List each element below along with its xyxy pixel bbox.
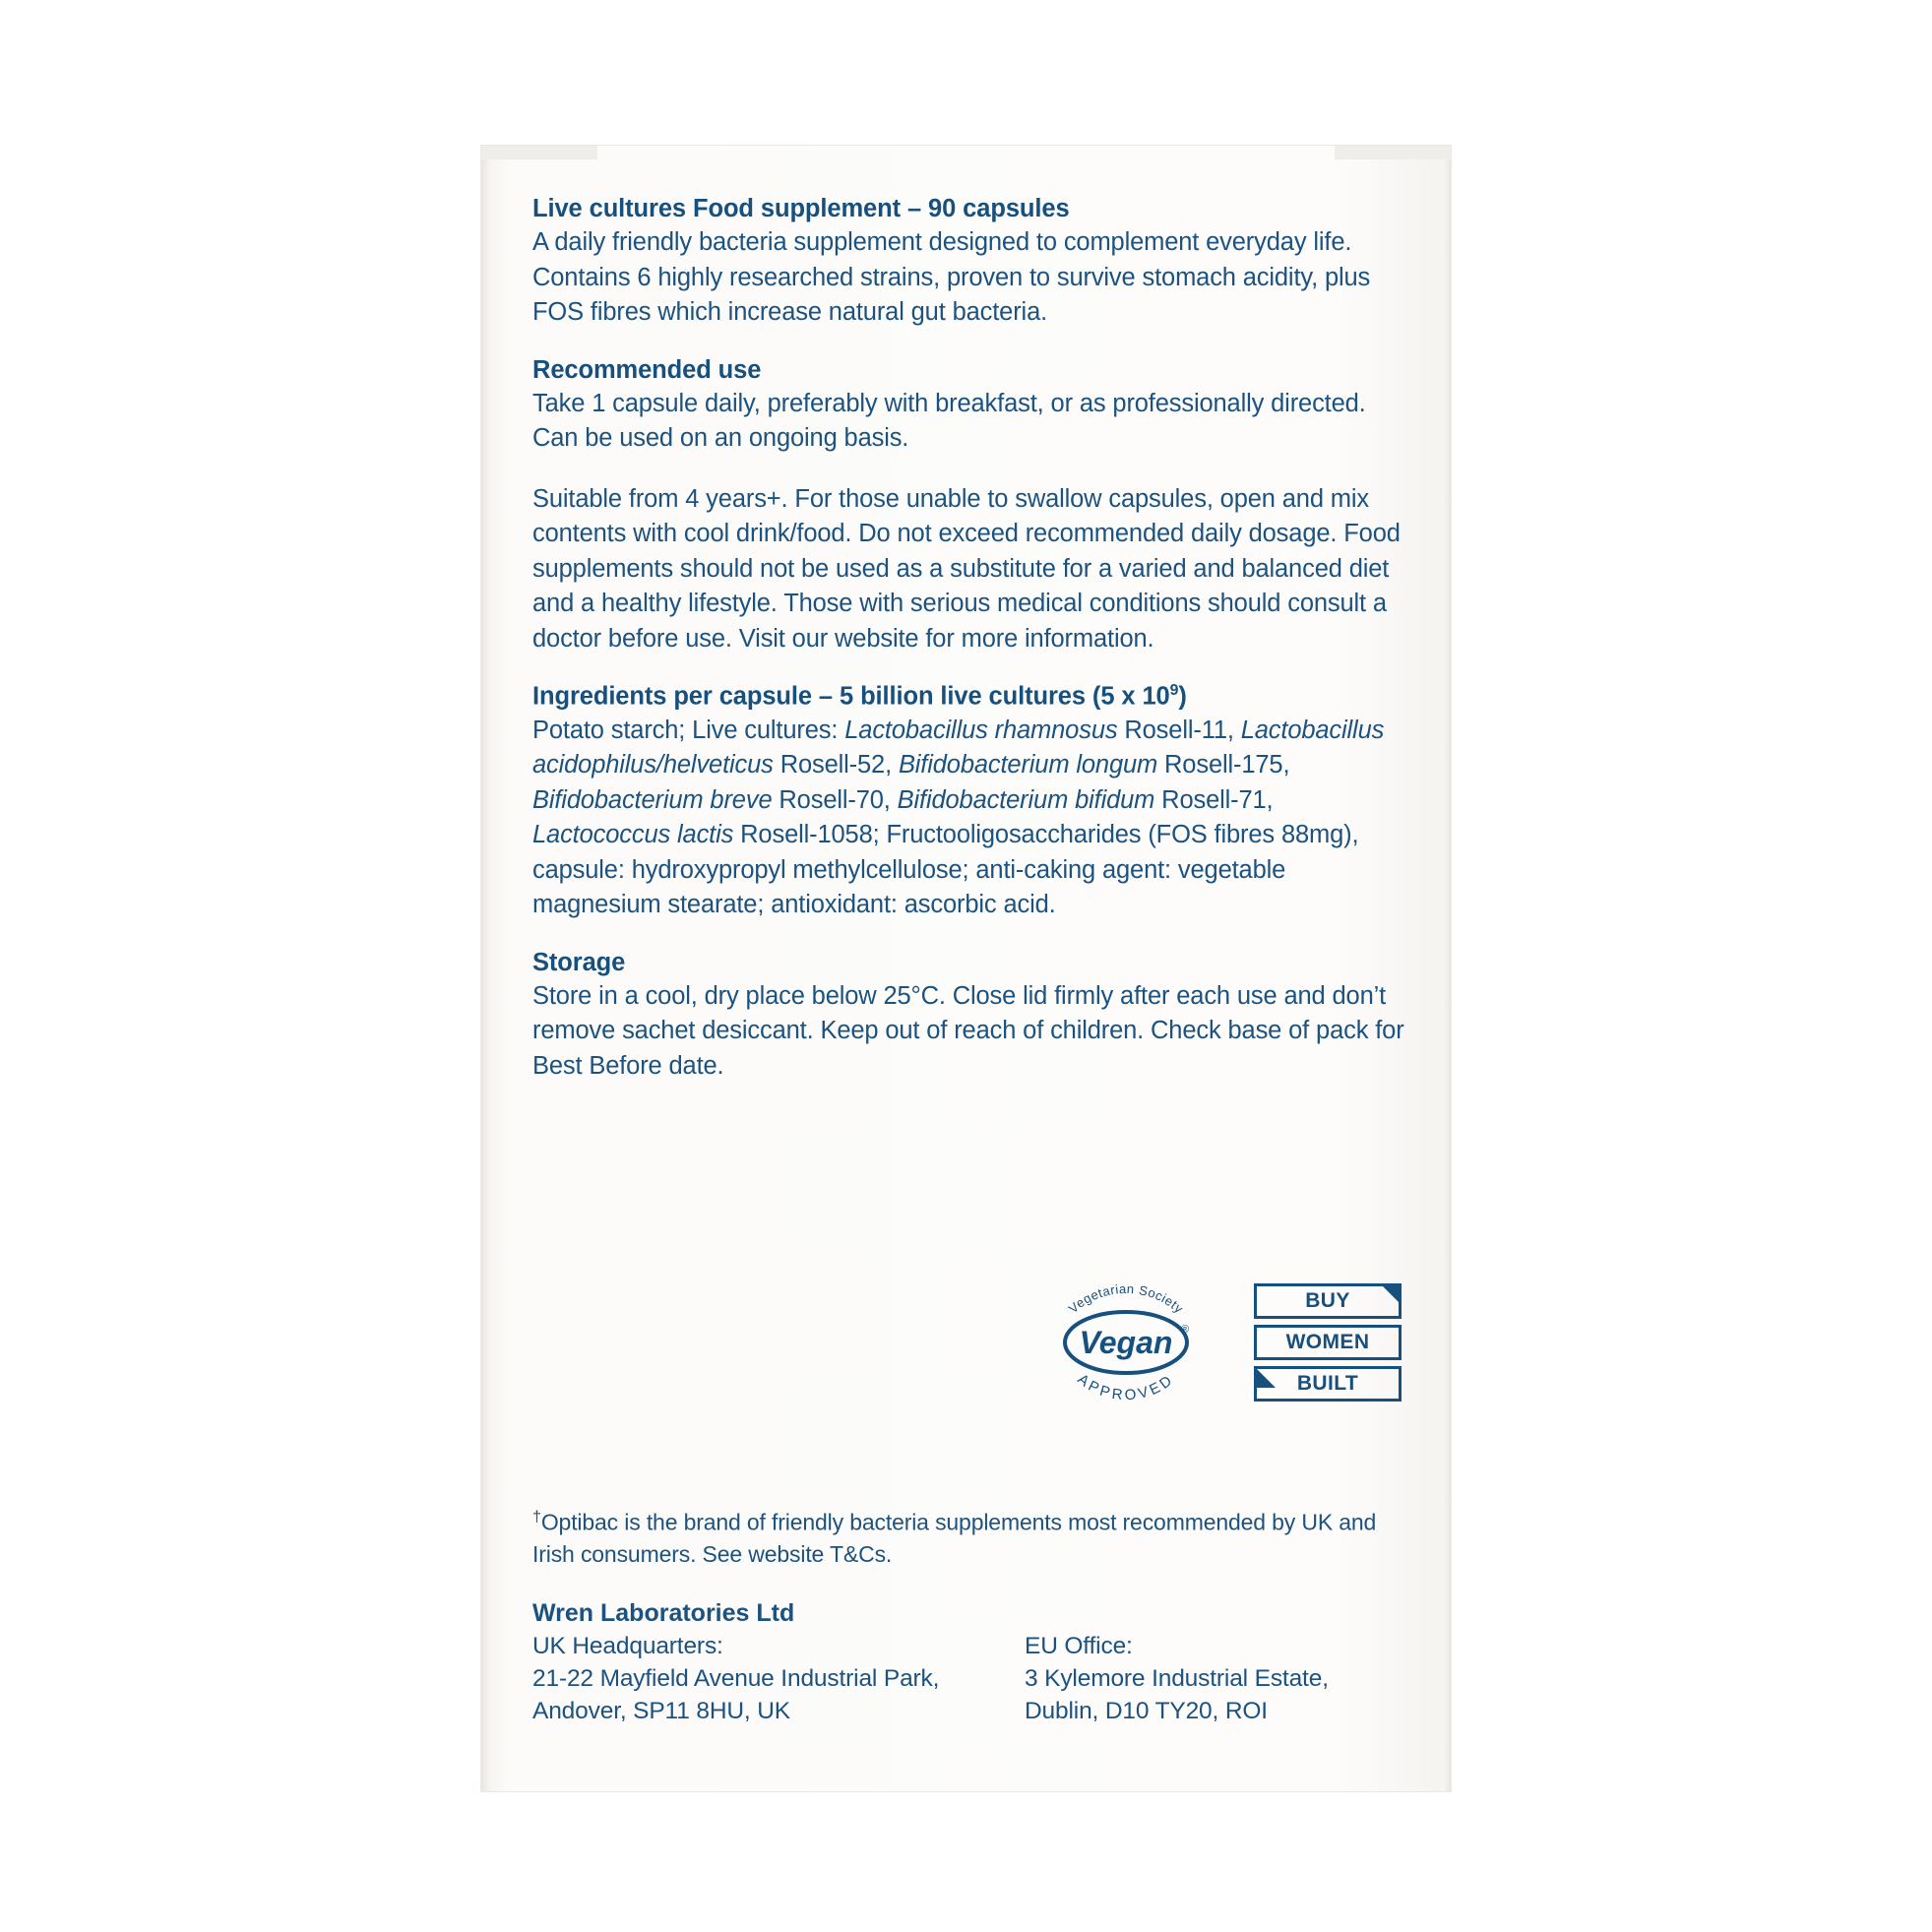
storage-body: Store in a cool, dry place below 25°C. Close lid firmly after each use and don’t remove sachet desiccant. Keep out of reach of children. Check base of pack for Best Before date. [532,981,1404,1080]
manufacturer-footer [532,1501,1408,1727]
recommended-use-block [532,356,1408,657]
strain-2-code: Rosell-52, [773,751,899,779]
eu-address [1025,1630,1408,1727]
bwb-line-3: BUILT [1254,1366,1402,1402]
svg-text:Vegan: Vegan [1079,1325,1173,1360]
bwb-corner-bottom [1254,1366,1276,1388]
ingredients-heading [532,682,1408,712]
panel-top-crease-left [481,146,597,159]
bwb-line-1: BUY [1254,1283,1402,1319]
ingredients-tail: Fructooligosaccharides (FOS fibres 88mg), capsule: hydroxypropyl methylcellulose; anti-caking agent: vegetable magnesium stearate; antioxidant: ascorbic acid. [532,821,1359,918]
buy-women-built-icon [1254,1283,1402,1402]
strain-3-code: Rosell-175, [1157,751,1290,779]
strain-1-name: Lactobacillus rhamnosus [844,716,1118,744]
uk-address-line-1: 21-22 Mayfield Avenue Industrial Park, [532,1664,940,1692]
strain-4-code: Rosell-70, [772,785,898,814]
storage-block [532,949,1408,1085]
strain-3-name: Bifidobacterium longum [898,751,1158,779]
recommended-use-para-2: Suitable from 4 years+. For those unable to swallow capsules, open and mix contents with cool drink/food. Do not exceed recommended daily dosage. Food supplements should not be used as a substitute for a varied and balanced diet and a healthy lifestyle. Those with serious medical conditions should consult a doctor before use. Visit our website for more information. [532,484,1401,653]
eu-address-line-2: Dublin, D10 TY20, ROI [1025,1697,1268,1724]
eu-address-line-1: 3 Kylemore Industrial Estate, [1025,1664,1329,1692]
strain-6-name: Lactococcus lactis [532,821,734,848]
ingredients-heading-prefix: Ingredients per capsule – 5 billion live cultures (5 x 10 [532,682,1170,711]
bwb-line-2: WOMEN [1254,1325,1402,1360]
ingredients-lead: Potato starch; Live cultures: [532,716,845,744]
disclaimer-text: Optibac is the brand of friendly bacteria supplements most recommended by UK and Irish consumers. See website T&Cs. [532,1509,1377,1567]
panel-left-edge [481,146,492,1791]
product-title: Live cultures Food supplement – 90 capsules [532,195,1070,222]
uk-address [532,1630,1025,1727]
bwb-corner-top [1380,1283,1402,1305]
storage-heading: Storage [532,948,626,976]
ingredients-block [532,682,1408,923]
svg-text:APPROVED: APPROVED [1074,1370,1178,1404]
strain-6-code: Rosell-1058; [733,821,887,848]
svg-text:Vegetarian Society: Vegetarian Society [1065,1280,1187,1317]
label-copy [532,195,1408,1109]
address-grid [532,1630,1408,1727]
eu-address-label: EU Office: [1025,1632,1133,1659]
disclaimer-note [532,1501,1408,1570]
panel-top-crease-right [1335,146,1451,159]
dagger-marker: † [532,1508,541,1526]
strain-4-name: Bifidobacterium breve [532,785,773,814]
strain-5-name: Bifidobacterium bifidum [897,785,1155,814]
strain-2-name: Lactobacillus acidophilus/helveticus [532,716,1385,779]
recommended-use-heading: Recommended use [532,355,762,384]
uk-address-label: UK Headquarters: [532,1632,723,1659]
panel-right-edge [1442,146,1451,1791]
product-description-block [532,195,1408,331]
company-name: Wren Laboratories Ltd [532,1598,795,1627]
strain-1-code: Rosell-11, [1117,716,1241,744]
uk-address-line-2: Andover, SP11 8HU, UK [532,1697,790,1724]
strain-5-code: Rosell-71, [1154,785,1274,814]
vegetarian-society-vegan-approved-icon [1043,1279,1209,1405]
ingredients-heading-suffix: ) [1178,682,1187,711]
svg-text:®: ® [1181,1324,1190,1336]
product-intro: A daily friendly bacteria supplement designed to complement everyday life. Contains 6 highly researched strains, proven to survive stomach acidity, plus FOS fibres which increase natural gut bacteria. [532,228,1371,326]
ingredients-heading-exponent: 9 [1169,682,1179,699]
certification-logos [1043,1279,1402,1405]
ingredients-list [532,714,1408,923]
recommended-use-para-1: Take 1 capsule daily, preferably with breakfast, or as professionally directed. Can be used on an ongoing basis. [532,389,1366,452]
